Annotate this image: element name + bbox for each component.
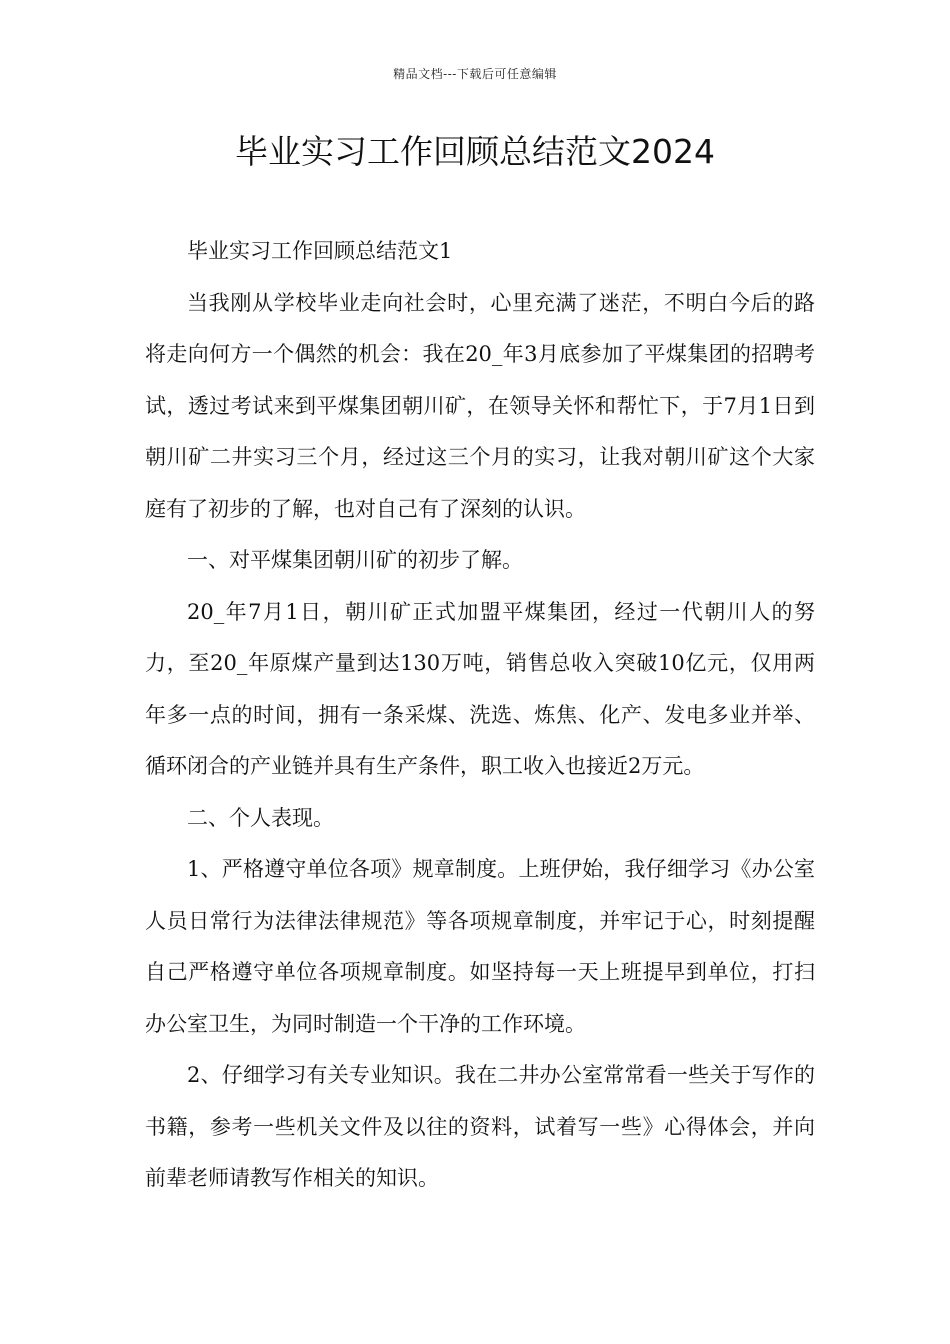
header-note: 精品文档---下载后可任意编辑 (393, 67, 557, 81)
document-body (145, 226, 815, 1205)
body-paragraph: 1、严格遵守单位各项》规章制度。上班伊始，我仔细学习《办公室人员日常行为法律法律规范》等各项规章制度，并牢记于心，时刻提醒自己严格遵守单位各项规章制度。如坚持每一天上班提早到单位，打扫办公室卫生，为同时制造一个干净的工作环境。 (145, 857, 815, 1036)
document-title: 毕业实习工作回顾总结范文2024 (235, 132, 715, 171)
section-heading: 二、个人表现。 (187, 805, 334, 830)
body-paragraph: 当我刚从学校毕业走向社会时，心里充满了迷茫，不明白今后的路将走向何方一个偶然的机会：我在20_年3月底参加了平煤集团的招聘考试，透过考试来到平煤集团朝川矿，在领导关怀和帮忙下，于7月1日到朝川矿二井实习三个月，经过这三个月的实习，让我对朝川矿这个大家庭有了初步的了解，也对自己有了深刻的认识。 (145, 290, 815, 521)
body-paragraph: 20_年7月1日，朝川矿正式加盟平煤集团，经过一代朝川人的努力，至20_年原煤产量到达130万吨，销售总收入突破10亿元，仅用两年多一点的时间，拥有一条采煤、洗选、炼焦、化产、发电多业并举、循环闭合的产业链并具有生产条件，职工收入也接近2万元。 (145, 599, 815, 778)
subtitle-paragraph: 毕业实习工作回顾总结范文1 (187, 239, 453, 263)
body-paragraph: 2、仔细学习有关专业知识。我在二井办公室常常看一些关于写作的书籍，参考一些机关文件及以往的资料，试着写一些》心得体会，并向前辈老师请教写作相关的知识。 (145, 1063, 815, 1190)
section-heading: 一、对平煤集团朝川矿的初步了解。 (187, 548, 523, 572)
